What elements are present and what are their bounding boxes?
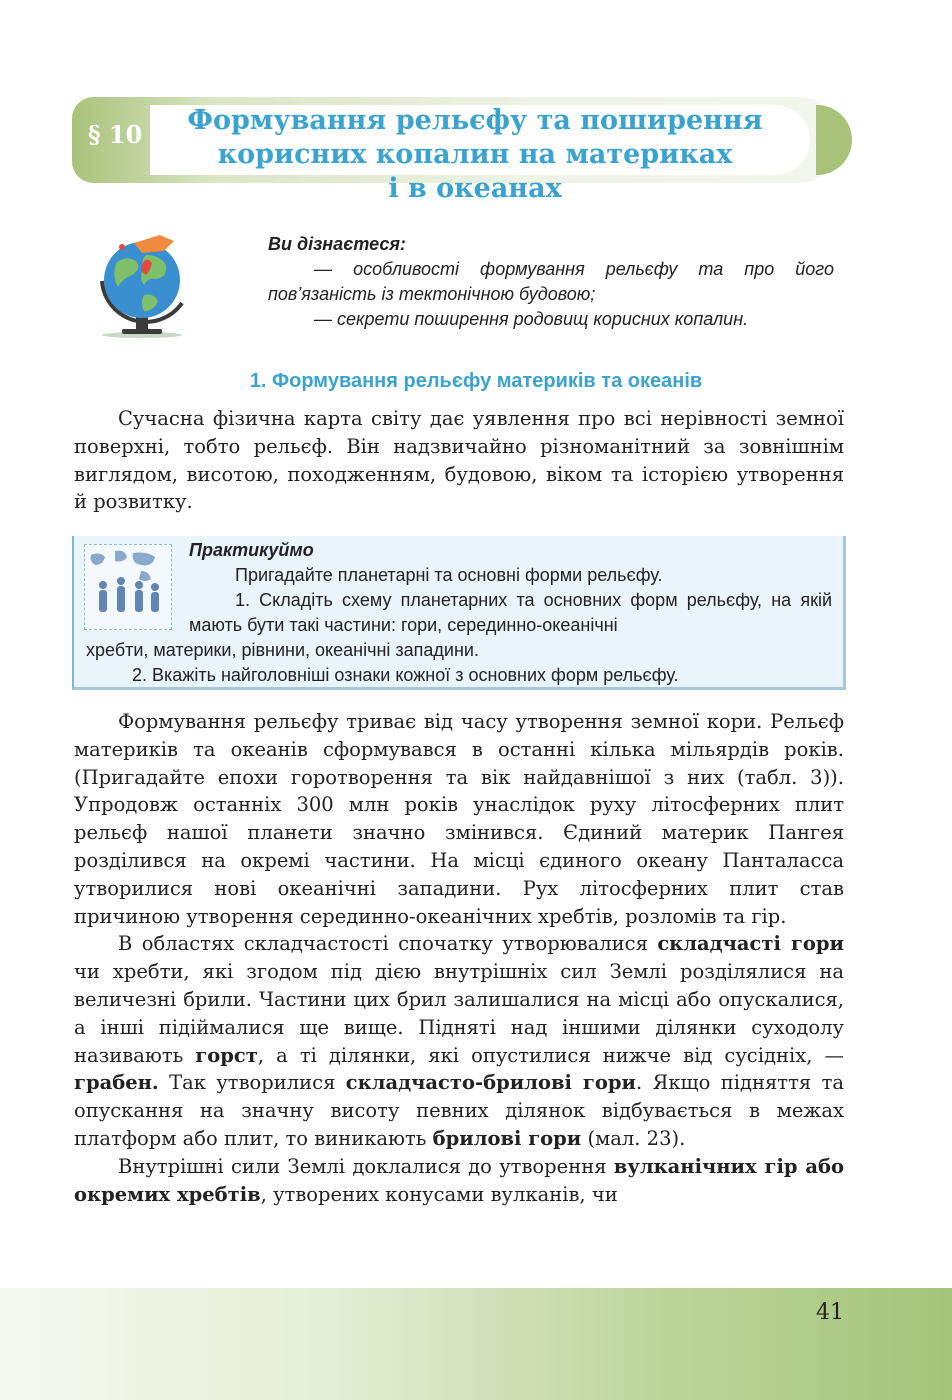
p3-text-3: , а ті ділянки, які опустилися нижче від сусідніх, — [257, 1043, 844, 1067]
term-block-mountains: брилові гори [432, 1126, 582, 1150]
term-folded-mountains: складчасті гори [657, 932, 844, 956]
practice-line-2: 1. Складіть схему планетарних та основних форм рельєфу, на якій мають бути такі частини: гори, серединно-океанічні [189, 590, 832, 635]
subsection-heading: 1. Формування рельєфу материків та океанів [249, 370, 703, 392]
p3-text-1: В областях складчастості спочатку утворювалися [118, 932, 658, 956]
practice-box [72, 536, 846, 690]
title-line-1: Формування рельєфу та поширення [187, 105, 763, 136]
learn-heading: Ви дізнаєтеся: [268, 234, 406, 254]
paragraph-1-text: Сучасна фізична карта світу дає уявлення про всі нерівності земної поверхні, тобто рельєф. Він надзвичайно різноманітний за зовнішнім виглядом, висотою, походженням, будовою, віком та історією утворення й розвитку. [74, 407, 844, 514]
term-graben: грабен. [74, 1071, 159, 1095]
p3-text-2: чи хребти, які згодом під дією внутрішніх сил Землі розділялися на величезні брили. Частини цих брил залишалися на місці або опускалися, а інші підіймалися ще вище. Підняті над іншими ділянки суходолу називають [74, 960, 844, 1067]
section-title [160, 104, 790, 206]
paragraph-1 [74, 405, 844, 516]
p4-text-1: Внутрішні сили Землі доклалися до утворення [118, 1154, 614, 1178]
paragraph-4 [74, 1153, 844, 1209]
term-fold-block-mountains: складчасто-брилові гори [345, 1071, 636, 1095]
title-line-3: і в океанах [388, 173, 562, 204]
globe-illustration-icon [84, 225, 204, 340]
title-line-2: корисних копалин на материках [217, 139, 733, 170]
section-number: § 10 [88, 120, 143, 149]
p3-text-4: Так утворилися [158, 1071, 346, 1095]
practice-line-4: 2. Вкажіть найголовніші ознаки кожної з основних форм рельєфу. [132, 665, 679, 685]
learn-item-2: — секрети поширення родовищ корисних копалин. [314, 309, 749, 329]
page-number: 41 [816, 1300, 844, 1325]
term-horst: горст [195, 1043, 258, 1067]
p3-text-5: . Якщо підняття та опускання на значну висоту певних ділянок відбувається в межах платформ або плит, то виникають [74, 1071, 844, 1150]
practice-text [86, 538, 832, 688]
practice-title: Практикуймо [189, 540, 314, 560]
main-text [74, 708, 844, 1208]
p4-text-2: , утворених конусами вулканів, чи [260, 1182, 618, 1206]
term-volcanic-mountains: вулканічних гір або окремих хребтів [74, 1154, 845, 1206]
p3-text-6: (мал. 23). [581, 1126, 686, 1150]
paragraph-2: Формування рельєфу триває від часу утворення земної кори. Рельєф материків та океанів сформувався в останні кілька мільярдів років. (Пригадайте епохи горотворення та вік найдавнішої з них (табл. 3)). Упродовж останніх 300 млн років унаслідок руху літосферних плит рельєф нашої планети значно змінився. Єдиний материк Пангея розділився на окремі частини. На місці єдиного океану Панталасса утворилися нові океанічні западини. Рух літосферних плит став причиною утворення серединно-океанічних хребтів, розломів та гір. [74, 710, 844, 928]
practice-line-3: хребти, материки, рівнини, океанічні западини. [86, 640, 479, 660]
practice-line-1: Пригадайте планетарні та основні форми рельєфу. [235, 565, 663, 585]
header-endcap [816, 105, 852, 175]
paragraph-3 [74, 930, 844, 1152]
learn-item-1: — особливості формування рельєфу та про його пов’язаність із тектонічною будовою; [268, 259, 834, 304]
page-footer-band [0, 1288, 952, 1400]
learning-objectives [268, 232, 834, 332]
